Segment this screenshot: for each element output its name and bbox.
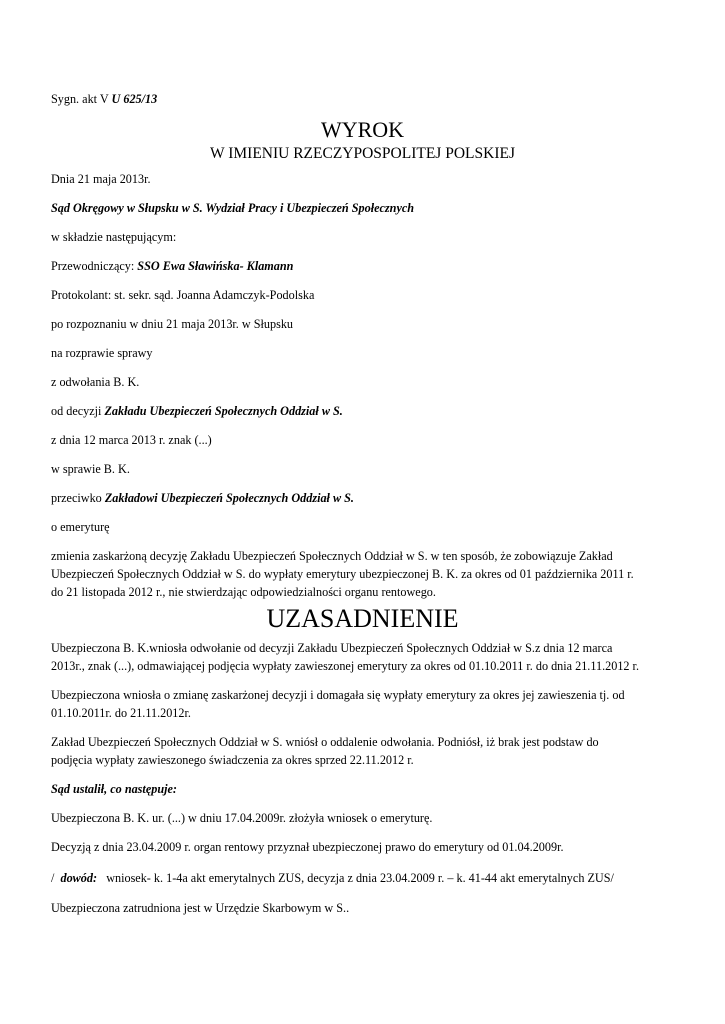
date-line: Dnia 21 maja 2013r. xyxy=(51,172,151,186)
decision-institution: Zakładu Ubezpieczeń Społecznych Oddział w S. xyxy=(104,404,343,418)
ruling-line-2: Ubezpieczeń Społecznych Oddział w S. do wypłaty emerytury ubezpieczonej B. K. za okres od 01 października 2011 r. xyxy=(51,567,634,581)
recorder-line: Protokolant: st. sekr. sąd. Joanna Adamczyk-Podolska xyxy=(51,288,315,302)
justification-p2-line-2: 01.10.2011r. do 21.11.2012r. xyxy=(51,706,191,720)
justification-p2-line-1: Ubezpieczona wniosła o zmianę zaskarżonej decyzji i domagała się wypłaty emerytury za okres jej zawieszenia tj. od xyxy=(51,688,625,702)
court-name: Sąd Okręgowy w Słupsku w S. Wydział Pracy i Ubezpieczeń Społecznych xyxy=(51,201,415,215)
evidence-label: dowód: xyxy=(60,871,98,885)
decision-date-line: z dnia 12 marca 2013 r. znak (...) xyxy=(51,433,212,447)
against-line: przeciwko Zakładowi Ubezpieczeń Społecznych Oddział w S. xyxy=(51,491,354,505)
justification-p5: Decyzją z dnia 23.04.2009 r. organ rentowy przyznał ubezpieczonej prawo do emerytury od 01.04.2009r. xyxy=(51,840,564,854)
subject-line: o emeryturę xyxy=(51,520,110,534)
findings-heading: Sąd ustalił, co następuje: xyxy=(51,782,177,796)
hearing-line: po rozpoznaniu w dniu 21 maja 2013r. w Słupsku xyxy=(51,317,294,331)
justification-p1-line-1: Ubezpieczona B. K.wniosła odwołanie od decyzji Zakładu Ubezpieczeń Społecznych Oddział w S.z dnia 12 marca xyxy=(51,641,613,655)
ruling-line-3: do 21 listopada 2012 r., nie stwierdzając odpowiedzialności organu rentowego. xyxy=(51,585,436,599)
verdict-title: WYROK xyxy=(320,117,405,142)
justification-p6: Ubezpieczona zatrudniona jest w Urzędzie Skarbowym w S.. xyxy=(51,901,350,915)
justification-p3-line-1: Zakład Ubezpieczeń Społecznych Oddział w S. wniósł o oddalenie odwołania. Podniósł, iż brak jest podstaw do xyxy=(51,735,599,749)
chair-name: SSO Ewa Sławińska- Klamann xyxy=(137,259,294,273)
case-number: U 625/13 xyxy=(111,92,158,106)
justification-title: UZASADNIENIE xyxy=(266,604,459,633)
justification-p1-line-2: 2013r., znak (...), odmawiającej podjęcia wypłaty zawieszonej emerytury za okres od 01.10.2011 r. do dnia 21.11.2012 r. xyxy=(51,659,639,673)
matter-line: w sprawie B. K. xyxy=(51,462,130,476)
ruling-line-1: zmienia zaskarżoną decyzję Zakładu Ubezpieczeń Społecznych Oddział w S. w ten sposób, że zobowiązuje Zakład xyxy=(51,549,613,563)
against-institution: Zakładowi Ubezpieczeń Społecznych Oddział w S. xyxy=(104,491,354,505)
chair-line: Przewodniczący: SSO Ewa Sławińska- Klamann xyxy=(51,259,294,273)
justification-p4: Ubezpieczona B. K. ur. (...) w dniu 17.04.2009r. złożyła wniosek o emeryturę. xyxy=(51,811,433,825)
appeal-line: z odwołania B. K. xyxy=(51,375,140,389)
decision-from-line: od decyzji Zakładu Ubezpieczeń Społecznych Oddział w S. xyxy=(51,404,343,418)
evidence-text: wniosek- k. 1-4a akt emerytalnych ZUS, decyzja z dnia 23.04.2009 r. – k. 41-44 akt emerytalnych ZUS/ xyxy=(106,871,614,885)
session-line: na rozprawie sprawy xyxy=(51,346,153,360)
verdict-subtitle: W IMIENIU RZECZYPOSPOLITEJ POLSKIEJ xyxy=(210,145,515,162)
justification-p3-line-2: podjęcia wypłaty zawieszonego świadczenia za okres sprzed 22.11.2012 r. xyxy=(51,753,414,767)
evidence-line: / dowód: wniosek- k. 1-4a akt emerytalnych ZUS, decyzja z dnia 23.04.2009 r. – k. 41-44 akt emerytalnych ZUS/ xyxy=(51,871,614,885)
composition-intro: w składzie następującym: xyxy=(51,230,177,244)
case-reference: Sygn. akt V U 625/13 xyxy=(51,92,158,106)
